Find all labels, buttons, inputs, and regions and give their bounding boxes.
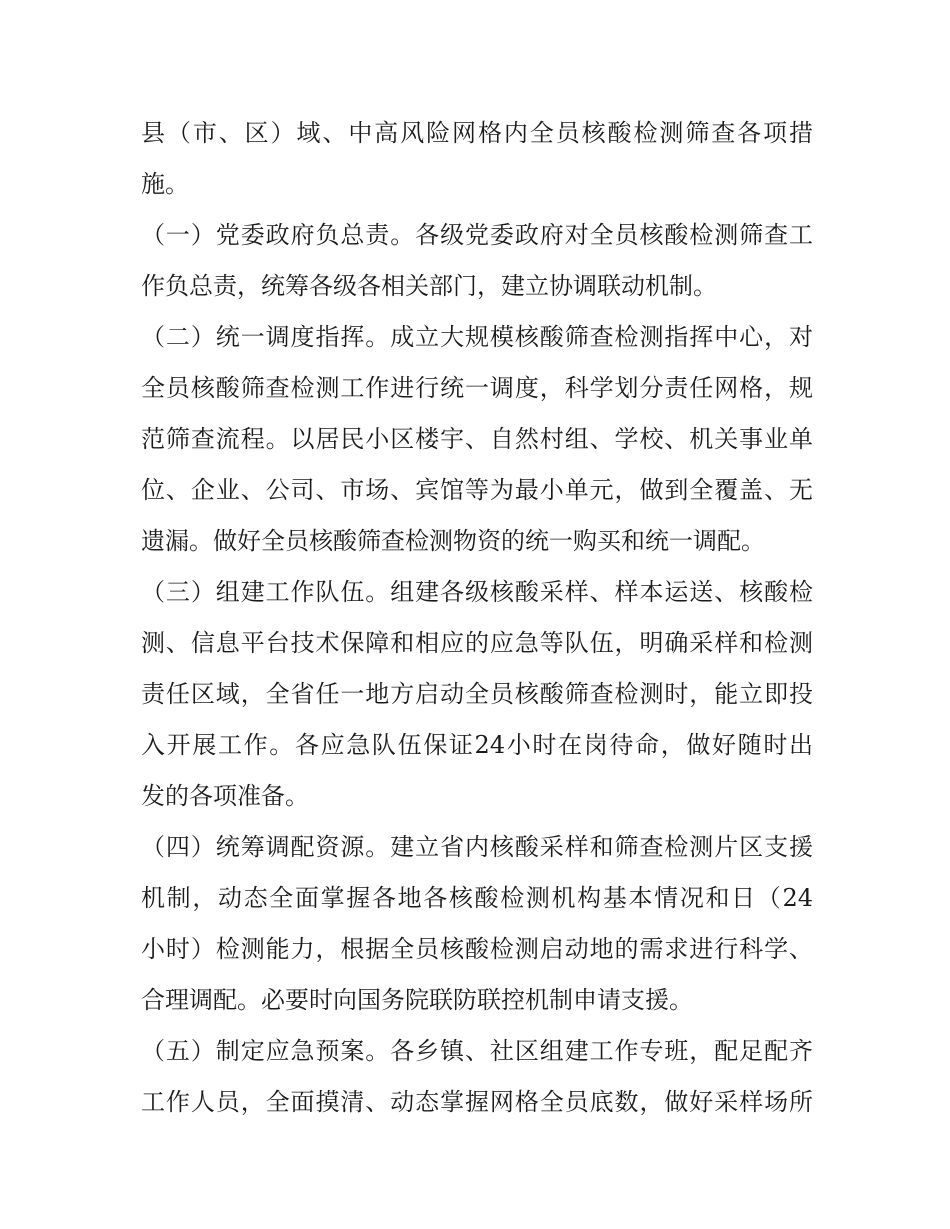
text-line: 遗漏。做好全员核酸筛查检测物资的统一购买和统一调配。 (141, 527, 765, 555)
text-line: 测、信息平台技术保障和相应的应急等队伍，明确采样和检测 (141, 629, 813, 657)
text-line: （二）统一调度指挥。成立大规模核酸筛查检测指挥中心，对 (141, 323, 813, 351)
text-line: 工作人员，全面摸清、动态掌握网格全员底数，做好采样场所 (141, 1088, 813, 1116)
text-line: 小时）检测能力，根据全员核酸检测启动地的需求进行科学、 (141, 935, 813, 963)
text-line: （四）统筹调配资源。建立省内核酸采样和筛查检测片区支援 (141, 833, 813, 861)
text-line: 合理调配。必要时向国务院联防联控机制申请支援。 (141, 986, 693, 1014)
text-line: 作负总责，统筹各级各相关部门，建立协调联动机制。 (141, 272, 717, 300)
text-line: 全员核酸筛查检测工作进行统一调度，科学划分责任网格，规 (141, 374, 813, 402)
text-line: 发的各项准备。 (141, 782, 309, 810)
text-line: 县（市、区）域、中高风险网格内全员核酸检测筛查各项措 (141, 119, 813, 147)
document-body (141, 108, 813, 1128)
text-line: （一）党委政府负总责。各级党委政府对全员核酸检测筛查工 (141, 221, 813, 249)
text-line: 入开展工作。各应急队伍保证24小时在岗待命，做好随时出 (141, 731, 813, 759)
text-line: （三）组建工作队伍。组建各级核酸采样、样本运送、核酸检 (141, 578, 813, 606)
text-line: 位、企业、公司、市场、宾馆等为最小单元，做到全覆盖、无 (141, 476, 813, 504)
text-line: 施。 (141, 170, 189, 198)
text-line: （五）制定应急预案。各乡镇、社区组建工作专班，配足配齐 (141, 1037, 813, 1065)
text-line: 机制，动态全面掌握各地各核酸检测机构基本情况和日（24 (141, 884, 813, 912)
text-line: 责任区域，全省任一地方启动全员核酸筛查检测时，能立即投 (141, 680, 813, 708)
text-line: 范筛查流程。以居民小区楼宇、自然村组、学校、机关事业单 (141, 425, 813, 453)
